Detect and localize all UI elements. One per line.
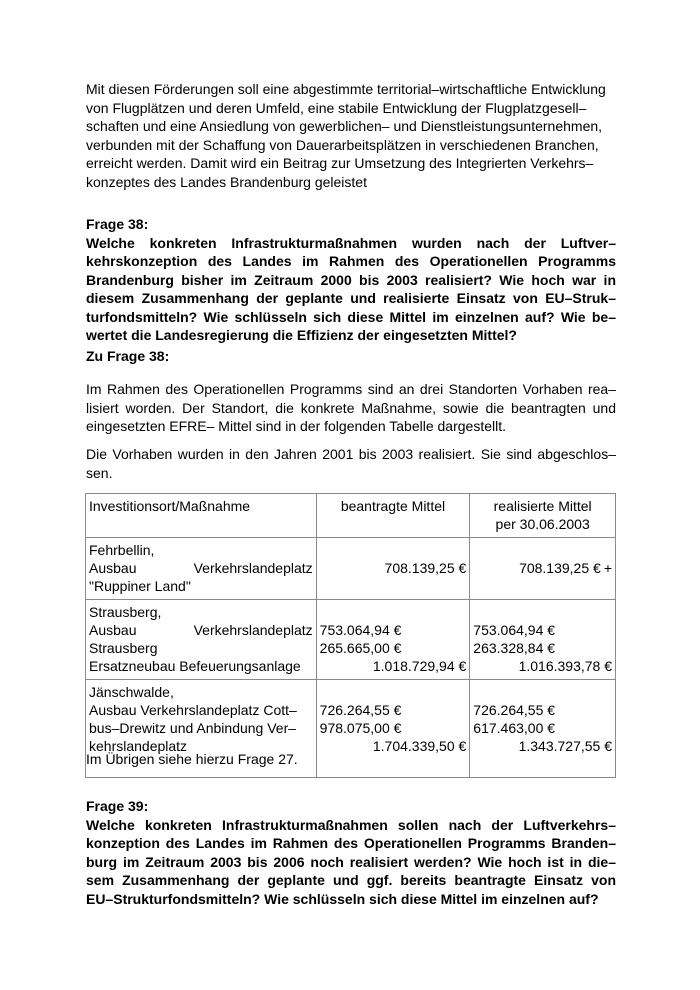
question-38	[86, 215, 616, 345]
row1-realized-line	[473, 559, 612, 577]
table-row	[86, 600, 616, 680]
question-39-line: EU–Strukturfondsmitteln? Wie schlüsseln sich diese Mittel im einzelnen auf?	[86, 890, 599, 907]
row1-realized-mark: +	[603, 560, 612, 576]
row1-desc	[89, 559, 313, 577]
intro-line: konzeptes des Landes Brandenburg geleistet	[86, 173, 367, 190]
header-realized-line2: per 30.06.2003	[495, 516, 590, 532]
table-row	[86, 538, 616, 600]
row3-place: Jänschwalde,	[89, 684, 174, 700]
row1-realized	[470, 538, 616, 600]
funding-table	[85, 493, 616, 778]
question-39-heading: Frage 39:	[86, 798, 149, 814]
question-38-line: kehrskonzeption des Landes im Rahmen des Operationellen Programms	[86, 253, 616, 269]
row2-location	[86, 600, 317, 680]
row2-requested-1: 753.064,94 €	[319, 622, 402, 638]
header-location-text: Investitionsort/Maßnahme	[89, 498, 251, 514]
row3-requested-2: 978.075,00 €	[319, 720, 402, 736]
answer-38-paragraph-2	[86, 445, 616, 482]
question-38-line: Welche konkreten Infrastrukturmaßnahmen wurden nach der Luftver–	[86, 234, 616, 251]
row1-desc-b: Verkehrslandeplatz	[193, 560, 313, 576]
row1-requested-value: 708.139,25 €	[384, 560, 467, 576]
question-39-line: sem Zusammenhang der geplante und ggf. bereits beantragte Einsatz von	[86, 872, 616, 888]
question-39	[86, 797, 616, 908]
row2-extra: Ersatzneubau Befeuerungsanlage	[89, 658, 301, 674]
intro-line: von Flugplätzen und deren Umfeld, eine stabile Entwicklung der Flugplatzgesell–	[86, 99, 587, 116]
row1-desc-a: Ausbau	[89, 560, 137, 576]
row3-desc-line2: bus–Drewitz und Anbindung Ver–	[89, 720, 297, 736]
row2-requested-2: 265.665,00 €	[319, 640, 402, 656]
question-39-line: konzeption des Landes im Rahmen des Operationellen Programms Branden–	[86, 835, 616, 851]
answer-38-line: lisiert worden. Der Standort, die konkrete Maßnahme, sowie die beantragten und	[86, 399, 616, 416]
row2-requested	[316, 600, 470, 680]
question-39-line: burg im Zeitraum 2003 bis 2006 noch realisiert werden? Wie hoch ist in die–	[86, 853, 616, 870]
intro-paragraph	[86, 80, 616, 191]
row2-realized-1: 753.064,94 €	[473, 622, 556, 638]
question-38-heading: Frage 38:	[86, 216, 149, 232]
row3-realized-total: 1.343.727,55 €	[518, 738, 612, 754]
row3-realized-1: 726.264,55 €	[473, 702, 556, 718]
reference-note-text: Im Übrigen siehe hierzu Frage 27.	[86, 751, 298, 767]
answer-38-paragraph-1	[86, 380, 616, 436]
question-38-line: Brandenburg bisher im Zeitraum 2000 bis 2003 realisiert? Wie hoch war in	[86, 271, 616, 288]
row2-realized-2: 263.328,84 €	[473, 640, 556, 656]
header-location	[86, 494, 317, 538]
answer-38-line: sen.	[86, 464, 113, 481]
row3-requested-1: 726.264,55 €	[319, 702, 402, 718]
row1-place: Fehrbellin,	[89, 542, 155, 558]
row3-requested-total: 1.704.339,50 €	[372, 738, 467, 754]
intro-line: schaften und eine Ansiedlung von gewerblichen– und Dienstleistungsunternehmen,	[86, 118, 603, 134]
intro-line: verbunden mit der Schaffung von Dauerarbeitsplätzen in verschiedenen Branchen,	[86, 136, 599, 153]
row2-desc-a: Ausbau	[89, 622, 137, 638]
row3-desc-line1	[89, 701, 313, 719]
header-realized	[470, 494, 616, 538]
row2-desc	[89, 621, 313, 639]
answer-38-line: eingesetzten EFRE– Mittel sind in der folgenden Tabelle dargestellt.	[86, 418, 506, 434]
intro-line: Mit diesen Förderungen soll eine abgestimmte territorial–wirtschaftliche Entwicklung	[86, 81, 606, 97]
row3-realized-2: 617.463,00 €	[473, 720, 556, 736]
header-requested	[316, 494, 470, 538]
row2-realized	[470, 600, 616, 680]
question-39-line: Welche konkreten Infrastrukturmaßnahmen sollen nach der Luftverkehrs–	[86, 816, 616, 833]
question-38-line: diesem Zusammenhang der geplante und realisierte Einsatz von EU–Struk–	[86, 290, 616, 306]
question-38-line: wertet die Landesregierung die Effizienz der eingesetzten Mittel?	[86, 327, 517, 343]
row3-desc-line3: kehrslandeplatz	[89, 738, 188, 754]
header-requested-text: beantragte Mittel	[340, 498, 446, 514]
row2-requested-total: 1.018.729,94 €	[372, 658, 467, 674]
row2-name: Strausberg	[89, 640, 158, 656]
row1-requested	[316, 538, 470, 600]
intro-line: erreicht werden. Damit wird ein Beitrag zur Umsetzung des Integrierten Verkehrs–	[86, 155, 594, 171]
answer-38-line: Die Vorhaben wurden in den Jahren 2001 bis 2003 realisiert. Sie sind abgeschlos–	[86, 446, 616, 462]
answer-38-line: Im Rahmen des Operationellen Programms sind an drei Standorten Vorhaben rea–	[86, 381, 616, 397]
reference-note	[86, 750, 616, 769]
table-header-row	[86, 494, 616, 538]
answer-38-heading-text: Zu Frage 38:	[86, 348, 170, 364]
answer-38-heading	[86, 347, 616, 366]
row2-place: Strausberg,	[89, 604, 162, 620]
row2-realized-total: 1.016.393,78 €	[518, 658, 612, 674]
row1-location	[86, 538, 317, 600]
row1-name: "Ruppiner Land"	[89, 578, 191, 594]
row1-realized-value: 708.139,25 €	[519, 560, 601, 576]
row3-desc-text: Ausbau Verkehrslandeplatz Cott–	[89, 702, 297, 718]
header-realized-line1: realisierte Mittel	[493, 498, 592, 514]
row2-desc-b: Verkehrslandeplatz	[193, 622, 313, 638]
question-38-line: turfondsmitteln? Wie schlüsseln sich diese Mittel im einzelnen auf? Wie be–	[86, 308, 616, 325]
